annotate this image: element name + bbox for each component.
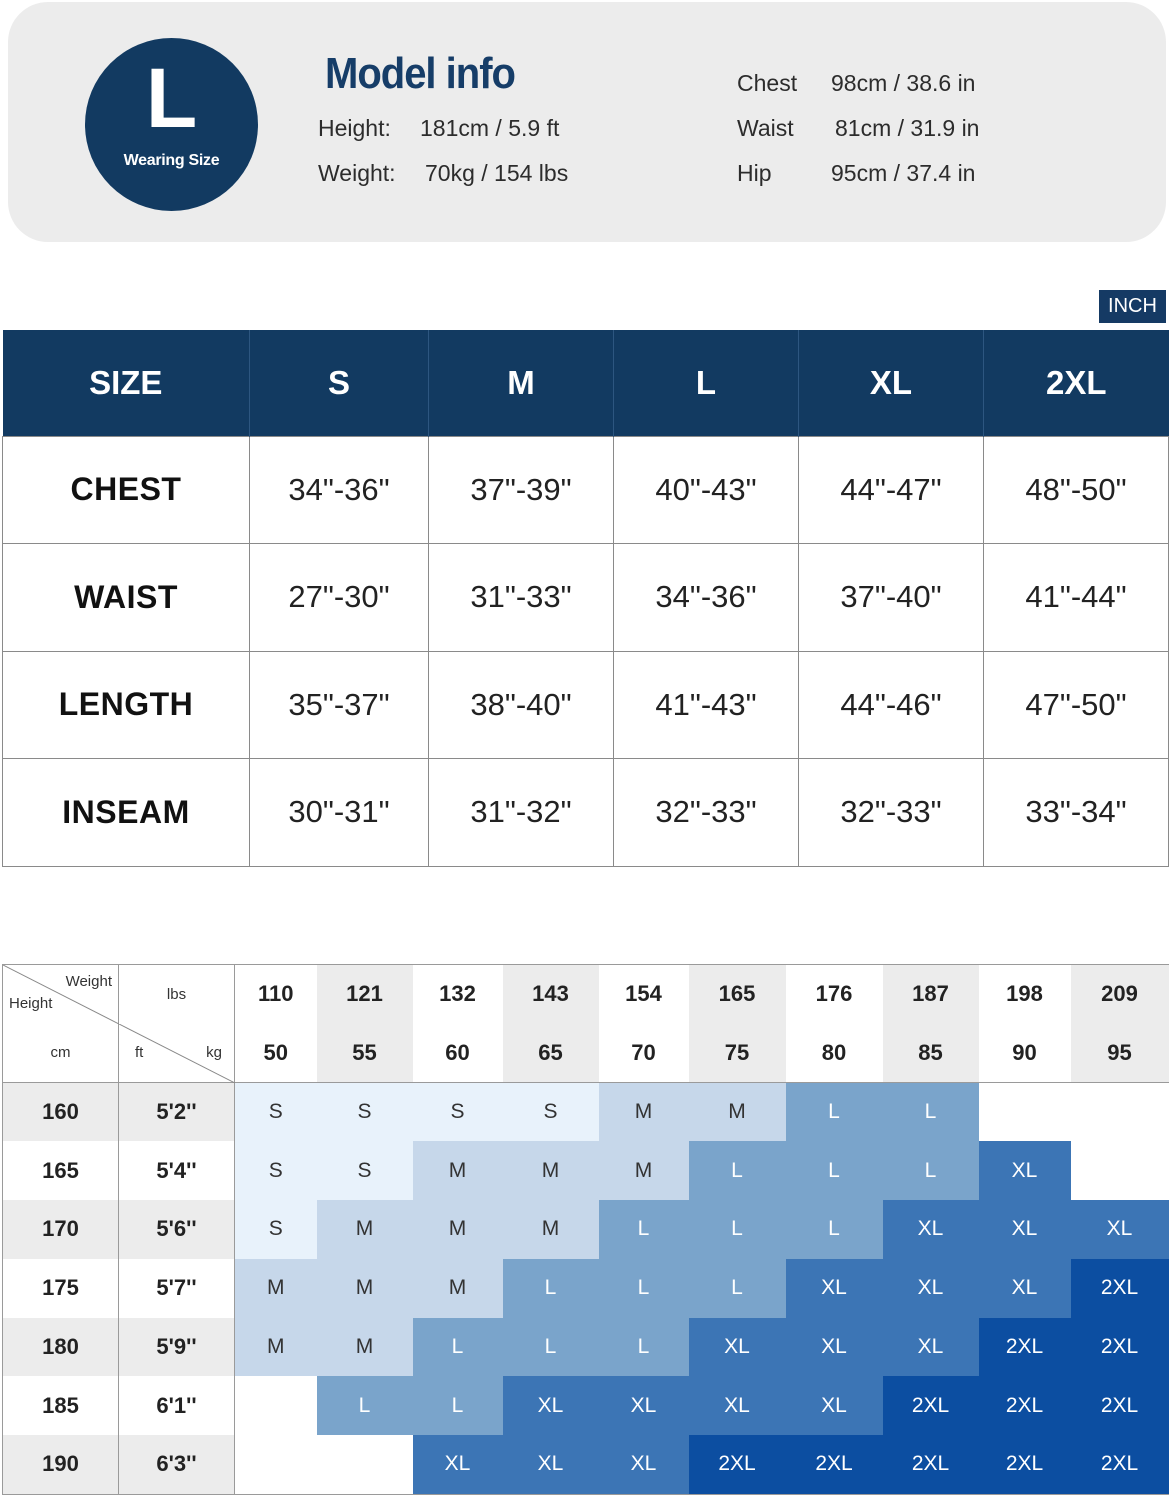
recommended-size-cell: L <box>599 1259 689 1318</box>
recommended-size-cell: L <box>786 1083 883 1142</box>
recommended-size-cell: S <box>235 1200 317 1259</box>
measurement-label: INSEAM <box>3 759 250 867</box>
lbs-value: 198 <box>979 965 1071 1024</box>
lbs-unit-cell <box>119 965 235 1024</box>
height-ft: 5'9'' <box>119 1318 235 1377</box>
wearing-size-caption: Wearing Size <box>123 152 220 169</box>
measurement-value: 34"-36" <box>614 544 799 652</box>
lbs-value: 176 <box>786 965 883 1024</box>
size-row-inseam <box>3 759 1169 867</box>
measurement-value: 37"-40" <box>799 544 984 652</box>
lbs-value: 132 <box>413 965 503 1024</box>
recommended-size-cell: 2XL <box>1071 1435 1169 1494</box>
recommended-size-cell: M <box>317 1200 413 1259</box>
lbs-unit-label: lbs <box>166 985 187 1003</box>
recommended-size-cell: XL <box>413 1435 503 1494</box>
height-cm: 160 <box>3 1083 119 1142</box>
measurement-value: 27"-30" <box>250 544 429 652</box>
recommended-size-cell: XL <box>979 1200 1071 1259</box>
waist-value: 81cm / 31.9 in <box>835 115 980 141</box>
height-row <box>3 1083 1169 1142</box>
size-header-row <box>3 330 1169 436</box>
lbs-value: 121 <box>317 965 413 1024</box>
recommended-size-cell: 2XL <box>979 1318 1071 1377</box>
measurement-label: CHEST <box>3 436 250 544</box>
height-row <box>3 1141 1169 1200</box>
recommended-size-cell: XL <box>786 1259 883 1318</box>
height-weight-grid <box>2 964 1169 1495</box>
model-info-title: Model info <box>325 50 515 98</box>
size-header-cell: M <box>429 330 614 436</box>
kg-header-row <box>3 1024 1169 1083</box>
measurement-value: 41"-43" <box>614 651 799 759</box>
kg-value: 80 <box>786 1024 883 1083</box>
size-header-cell: 2XL <box>984 330 1169 436</box>
height-ft: 5'2'' <box>119 1083 235 1142</box>
recommended-size-cell: M <box>235 1318 317 1377</box>
height-corner-label: Height <box>9 995 53 1012</box>
lbs-value: 110 <box>235 965 317 1024</box>
recommended-size-cell: M <box>503 1141 599 1200</box>
height-ft: 6'1'' <box>119 1376 235 1435</box>
height-row <box>3 1376 1169 1435</box>
recommended-size-cell: L <box>317 1376 413 1435</box>
recommended-size-cell: 2XL <box>1071 1376 1169 1435</box>
measurement-value: 47"-50" <box>984 651 1169 759</box>
waist-label: Waist <box>737 115 794 141</box>
recommended-size-cell: XL <box>883 1259 979 1318</box>
size-row-length <box>3 651 1169 759</box>
height-row <box>3 1435 1169 1494</box>
chest-label: Chest <box>737 70 798 96</box>
recommended-size-cell: S <box>317 1141 413 1200</box>
recommended-size-cell: 2XL <box>979 1435 1071 1494</box>
weight-value: 70kg / 154 lbs <box>425 160 569 186</box>
recommended-size-cell: XL <box>503 1435 599 1494</box>
height-row <box>3 1318 1169 1377</box>
height-cm: 180 <box>3 1318 119 1377</box>
measurement-value: 33"-34" <box>984 759 1169 867</box>
measurement-value: 37"-39" <box>429 436 614 544</box>
size-chart-table <box>2 330 1169 867</box>
cm-unit-label: cm <box>50 1044 71 1062</box>
size-header-cell: XL <box>799 330 984 436</box>
recommended-size-cell: M <box>599 1141 689 1200</box>
recommended-size-cell: 2XL <box>1071 1259 1169 1318</box>
height-ft: 6'3'' <box>119 1435 235 1494</box>
measurement-value: 31"-33" <box>429 544 614 652</box>
recommended-size-cell: XL <box>883 1318 979 1377</box>
hip-value: 95cm / 37.4 in <box>831 160 976 186</box>
recommended-size-cell: L <box>503 1259 599 1318</box>
recommended-size-cell: L <box>689 1141 786 1200</box>
ft-kg-unit-cell <box>119 1024 235 1083</box>
recommended-size-cell: S <box>235 1141 317 1200</box>
recommended-size-cell: XL <box>786 1318 883 1377</box>
kg-value: 60 <box>413 1024 503 1083</box>
recommended-size-cell: XL <box>786 1376 883 1435</box>
recommended-size-cell: L <box>689 1200 786 1259</box>
recommended-size-cell <box>235 1435 317 1494</box>
recommended-size-cell: XL <box>599 1376 689 1435</box>
recommended-size-cell: XL <box>883 1200 979 1259</box>
recommended-size-cell: L <box>413 1376 503 1435</box>
height-cm: 185 <box>3 1376 119 1435</box>
lbs-value: 165 <box>689 965 786 1024</box>
measurement-value: 34"-36" <box>250 436 429 544</box>
recommended-size-cell: L <box>786 1200 883 1259</box>
measurement-value: 31"-32" <box>429 759 614 867</box>
recommended-size-cell: 2XL <box>883 1435 979 1494</box>
chest-value: 98cm / 38.6 in <box>831 70 976 96</box>
lbs-value: 209 <box>1071 965 1169 1024</box>
corner-cell <box>3 965 119 1024</box>
recommended-size-cell: 2XL <box>883 1376 979 1435</box>
recommended-size-cell <box>317 1435 413 1494</box>
wearing-size-letter: L <box>145 51 198 145</box>
recommended-size-cell: L <box>599 1318 689 1377</box>
recommended-size-cell: M <box>413 1141 503 1200</box>
weight-corner-label: Weight <box>65 973 112 990</box>
height-label: Height: <box>318 115 391 141</box>
size-header-cell: SIZE <box>3 330 250 436</box>
kg-value: 75 <box>689 1024 786 1083</box>
ft-unit-label: ft <box>135 1043 144 1061</box>
recommended-size-cell: XL <box>979 1141 1071 1200</box>
height-ft: 5'4'' <box>119 1141 235 1200</box>
recommended-size-cell: L <box>786 1141 883 1200</box>
lbs-header-row <box>3 965 1169 1024</box>
height-row <box>3 1200 1169 1259</box>
recommended-size-cell: XL <box>689 1376 786 1435</box>
size-header-cell: S <box>250 330 429 436</box>
lbs-value: 187 <box>883 965 979 1024</box>
recommended-size-cell: 2XL <box>786 1435 883 1494</box>
recommended-size-cell: M <box>689 1083 786 1142</box>
height-row <box>3 1259 1169 1318</box>
recommended-size-cell: XL <box>1071 1200 1169 1259</box>
kg-value: 70 <box>599 1024 689 1083</box>
unit-badge: INCH <box>1099 290 1166 323</box>
height-ft: 5'6'' <box>119 1200 235 1259</box>
size-row-chest <box>3 436 1169 544</box>
measurement-value: 38"-40" <box>429 651 614 759</box>
lbs-value: 143 <box>503 965 599 1024</box>
height-cm: 175 <box>3 1259 119 1318</box>
recommended-size-cell: L <box>883 1141 979 1200</box>
recommended-size-cell: M <box>317 1318 413 1377</box>
wearing-size-badge <box>85 38 258 211</box>
recommended-size-cell: S <box>503 1083 599 1142</box>
recommended-size-cell: L <box>413 1318 503 1377</box>
recommended-size-cell: 2XL <box>689 1435 786 1494</box>
recommended-size-cell: L <box>883 1083 979 1142</box>
kg-value: 95 <box>1071 1024 1169 1083</box>
measurement-value: 41"-44" <box>984 544 1169 652</box>
lbs-value: 154 <box>599 965 689 1024</box>
recommended-size-cell: S <box>235 1083 317 1142</box>
recommended-size-cell: M <box>503 1200 599 1259</box>
cm-unit-cell <box>3 1024 119 1083</box>
measurement-value: 30"-31" <box>250 759 429 867</box>
recommended-size-cell: XL <box>689 1318 786 1377</box>
recommended-size-cell: S <box>317 1083 413 1142</box>
measurement-value: 32"-33" <box>614 759 799 867</box>
measurement-value: 35"-37" <box>250 651 429 759</box>
kg-value: 90 <box>979 1024 1071 1083</box>
size-row-waist <box>3 544 1169 652</box>
recommended-size-cell <box>235 1376 317 1435</box>
measurement-value: 44"-46" <box>799 651 984 759</box>
measurement-value: 32"-33" <box>799 759 984 867</box>
recommended-size-cell: L <box>689 1259 786 1318</box>
recommended-size-cell <box>979 1083 1071 1142</box>
kg-value: 50 <box>235 1024 317 1083</box>
measurement-value: 48"-50" <box>984 436 1169 544</box>
height-value: 181cm / 5.9 ft <box>420 115 560 141</box>
recommended-size-cell: XL <box>979 1259 1071 1318</box>
hip-label: Hip <box>737 160 772 186</box>
kg-unit-label: kg <box>206 1043 222 1061</box>
recommended-size-cell: M <box>235 1259 317 1318</box>
height-cm: 165 <box>3 1141 119 1200</box>
recommended-size-cell: M <box>413 1200 503 1259</box>
recommended-size-cell: S <box>413 1083 503 1142</box>
recommended-size-cell <box>1071 1141 1169 1200</box>
model-info-card <box>8 2 1166 242</box>
recommended-size-cell: 2XL <box>1071 1318 1169 1377</box>
height-ft: 5'7'' <box>119 1259 235 1318</box>
measurement-value: 40"-43" <box>614 436 799 544</box>
recommended-size-cell: M <box>413 1259 503 1318</box>
recommended-size-cell: XL <box>599 1435 689 1494</box>
kg-value: 65 <box>503 1024 599 1083</box>
size-header-cell: L <box>614 330 799 436</box>
weight-label: Weight: <box>318 160 396 186</box>
measurement-value: 44"-47" <box>799 436 984 544</box>
recommended-size-cell: XL <box>503 1376 599 1435</box>
recommended-size-cell: L <box>503 1318 599 1377</box>
height-cm: 190 <box>3 1435 119 1494</box>
recommended-size-cell <box>1071 1083 1169 1142</box>
measurement-label: LENGTH <box>3 651 250 759</box>
kg-value: 85 <box>883 1024 979 1083</box>
recommended-size-cell: 2XL <box>979 1376 1071 1435</box>
measurement-label: WAIST <box>3 544 250 652</box>
kg-value: 55 <box>317 1024 413 1083</box>
recommended-size-cell: M <box>599 1083 689 1142</box>
recommended-size-cell: L <box>599 1200 689 1259</box>
recommended-size-cell: M <box>317 1259 413 1318</box>
height-cm: 170 <box>3 1200 119 1259</box>
